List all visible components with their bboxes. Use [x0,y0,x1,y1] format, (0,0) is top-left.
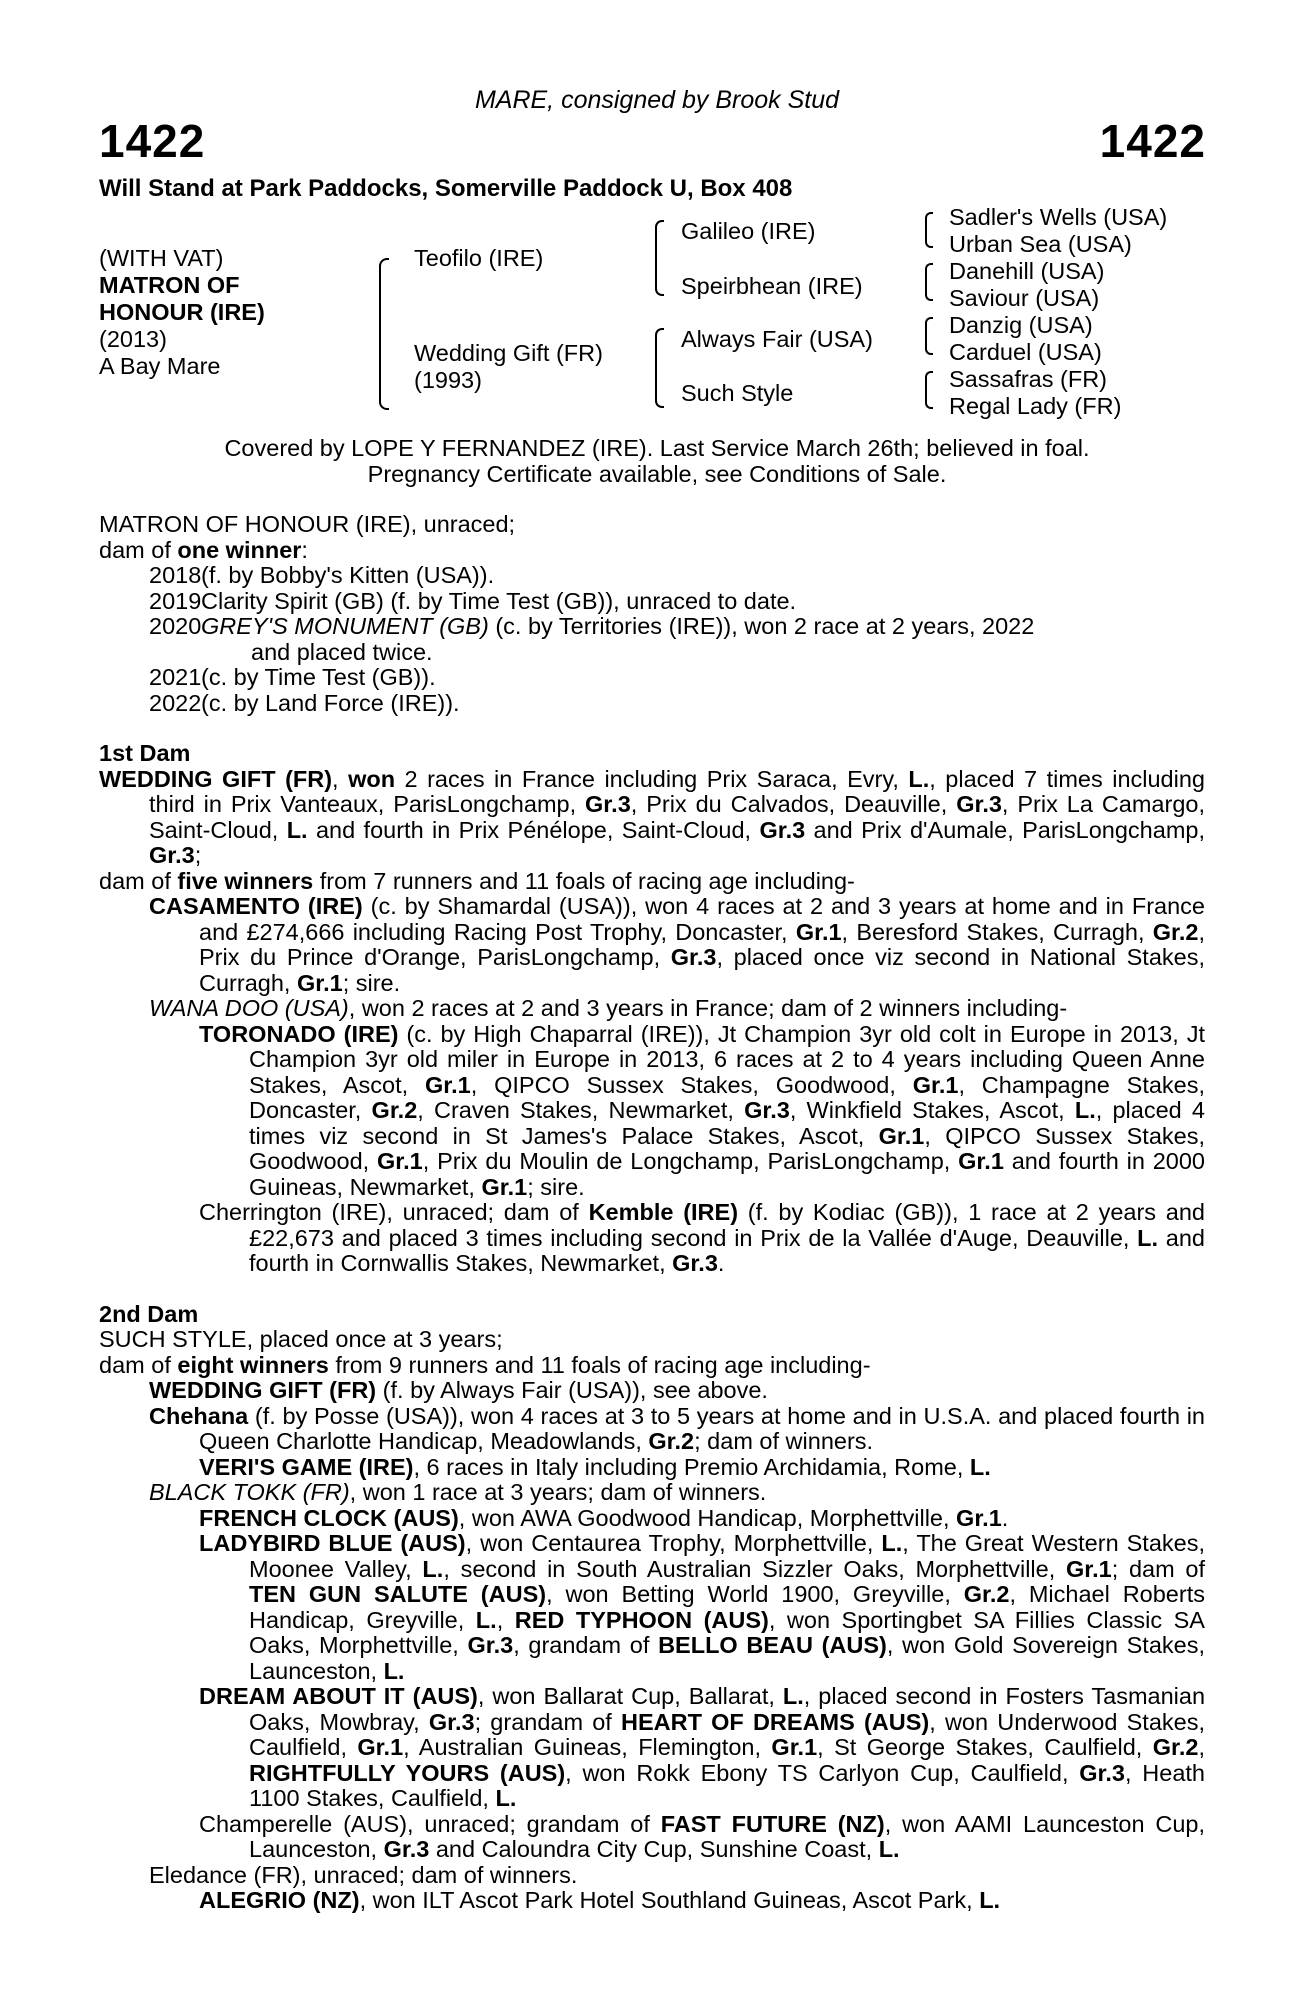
horse-description: A Bay Mare [99,353,221,379]
dam-year: (1993) [414,367,482,393]
first-dam-grandfoal: Cherrington (IRE), unraced; dam of Kemble (IRE) (f. by Kodiac (GB)), 1 race at 2 years and £22,673 and placed 3 times including second in Prix de la Vallée d'Auge, Deauville, L. and fourth in Cornwallis Stakes, Newmarket, Gr.3. [199,1199,1205,1276]
lot-number-right: 1422 [1099,115,1206,167]
intro-line: MATRON OF HONOUR (IRE), unraced; [99,511,516,537]
dam-sire-sire: Danzig (USA) [949,312,1093,338]
first-dam-grandfoal: TORONADO (IRE) (c. by High Chaparral (IRE)), Jt Champion 3yr old colt in Europe in 2013, Jt Champion 3yr old miler in Europe in 2013, 6 races at 2 to 4 years including Queen Anne Stakes, Ascot, Gr.1, QIPCO Sussex Stakes, Goodwood, Gr.1, Champagne Stakes, Doncaster, Gr.2, Craven Stakes, Newmarket, Gr.3, Winkfield Stakes, Ascot, L., placed 4 times viz second in St James's Palace Stakes, Ascot, Gr.1, QIPCO Sussex Stakes, Goodwood, Gr.1, Prix du Moulin de Longchamp, ParisLongchamp, Gr.1 and fourth in 2000 Guineas, Newmarket, Gr.1; sire. [199,1020,1206,1200]
lot-number-left: 1422 [99,115,206,167]
progeny-row: 2020 GREY'S MONUMENT (GB) (c. by Territories (IRE)), won 2 race at 2 years, 2022 [149,613,1035,639]
sire-dam: Speirbhean (IRE) [681,273,863,299]
second-dam-grandfoal: VERI'S GAME (IRE), 6 races in Italy including Premio Archidamia, Rome, L. [199,1453,991,1480]
pedigree-brace-ss [925,212,933,248]
location-line: Will Stand at Park Paddocks, Somerville Paddock U, Box 408 [99,175,793,202]
sire-dam-dam: Saviour (USA) [949,285,1100,311]
dam-dam: Such Style [681,380,794,406]
progeny-row: 2019 Clarity Spirit (GB) (f. by Time Test (GB)), unraced to date. [149,587,797,614]
first-dam-para: WEDDING GIFT (FR), won 2 races in France including Prix Saraca, Evry, L., placed 7 times including third in Prix Vanteaux, ParisLongchamp, Gr.3, Prix du Calvados, Deauville, Gr.3, Prix La Camargo, Saint-Cloud, L. and fourth in Prix Pénélope, Saint-Cloud, Gr.3 and Prix d'Aumale, ParisLongchamp, Gr.3; [99,765,1205,868]
first-dam-foal: CASAMENTO (IRE) (c. by Shamardal (USA)), won 4 races at 2 and 3 years at home and in France and £274,666 including Racing Post Trophy, Doncaster, Gr.1, Beresford Stakes, Curragh, Gr.2, Prix du Prince d'Orange, ParisLongchamp, Gr.3, placed once viz second in National Stakes, Curragh, Gr.1; sire. [149,893,1206,996]
catalogue-body [99,512,1205,1914]
first-dam-heading: 1st Dam [99,740,191,766]
first-dam-dam-of: dam of five winners from 7 runners and 11 foals of racing age including- [99,867,855,894]
second-dam-grandfoal: Champerelle (AUS), unraced; grandam of FAST FUTURE (NZ), won AAMI Launceston Cup, Launceston, Gr.3 and Caloundra City Cup, Sunshine Coast, L. [199,1810,1205,1862]
second-dam-grandfoal: DREAM ABOUT IT (AUS), won Ballarat Cup, Ballarat, L., placed second in Fosters Tasmanian Oaks, Mowbray, Gr.3; grandam of HEART OF DREAMS (AUS), won Underwood Stakes, Caulfield, Gr.1, Australian Guineas, Flemington, Gr.1, St George Stakes, Caulfield, Gr.2, RIGHTFULLY YOURS (AUS), won Rokk Ebony TS Carlyon Cup, Caulfield, Gr.3, Heath 1100 Stakes, Caulfield, L. [199,1683,1206,1811]
pedigree-brace-ds [925,317,933,355]
horse-year: (2013) [99,326,167,352]
horse-identity [99,245,265,380]
horse-name-1: MATRON OF [99,272,240,298]
second-dam-grandfoal: LADYBIRD BLUE (AUS), won Centaurea Trophy, Morphettville, L., The Great Western Stakes, Moonee Valley, L., second in South Australian Sizzler Oaks, Morphettville, Gr.1; dam of TEN GUN SALUTE (AUS), won Betting World 1900, Greyville, Gr.2, Michael Roberts Handicap, Greyville, L., RED TYPHOON (AUS), won Sportingbet SA Fillies Classic SA Oaks, Morphettville, Gr.3, grandam of BELLO BEAU (AUS), won Gold Sovereign Stakes, Launceston, L. [199,1530,1206,1684]
horse-name-2: HONOUR (IRE) [99,299,265,325]
pedigree-brace-dd [925,371,933,409]
progeny-row: 2018 (f. by Bobby's Kitten (USA)). [149,562,495,588]
sire-sire-dam: Urban Sea (USA) [949,231,1132,257]
dam-sire-dam: Carduel (USA) [949,339,1102,365]
first-dam-foal: WANA DOO (USA), won 2 races at 2 and 3 years in France; dam of 2 winners including- [149,995,1068,1021]
covered-line-2: Pregnancy Certificate available, see Conditions of Sale. [367,460,947,487]
second-dam-foal: BLACK TOKK (FR), won 1 race at 3 years; dam of winners. [149,1479,767,1505]
second-dam-foal: Chehana (f. by Posse (USA)), won 4 races at 3 to 5 years at home and in U.S.A. and placed fourth in Queen Charlotte Handicap, Meadowlands, Gr.2; dam of winners. [149,1402,1205,1454]
dam-dam-sire: Sassafras (FR) [949,366,1107,392]
sire-sire: Galileo (IRE) [681,218,816,244]
second-dam-grandfoal: FRENCH CLOCK (AUS), won AWA Goodwood Handicap, Morphettville, Gr.1. [199,1504,1009,1531]
consignment-line: MARE, consigned by Brook Stud [474,86,840,114]
progeny-row-cont: and placed twice. [251,638,433,665]
second-dam-foal: WEDDING GIFT (FR) (f. by Always Fair (USA)), see above. [149,1377,768,1403]
pedigree-brace-dam [655,328,664,408]
dam-dam-dam: Regal Lady (FR) [949,393,1122,419]
dam-sire: Always Fair (USA) [681,326,873,352]
sire-sire-sire: Sadler's Wells (USA) [949,204,1168,230]
pedigree-brace-sire [655,220,664,296]
progeny-row: 2021 (c. by Time Test (GB)). [149,664,436,690]
progeny-row: 2022 (c. by Land Force (IRE)). [149,689,460,716]
pedigree-brace-main [379,258,389,410]
second-dam-dam-of: dam of eight winners from 9 runners and 11 foals of racing age including- [99,1351,871,1378]
pedigree-brace-sd [925,263,933,301]
intro-dam-of: dam of one winner: [99,536,308,563]
covered-note [0,436,1314,487]
covered-line-1: Covered by LOPE Y FERNANDEZ (IRE). Last Service March 26th; believed in foal. [224,435,1090,461]
second-dam-foal: Eledance (FR), unraced; dam of winners. [149,1861,578,1888]
sire-dam-sire: Danehill (USA) [949,258,1105,284]
dam: Wedding Gift (FR) [414,340,603,366]
sire: Teofilo (IRE) [414,245,544,271]
second-dam-heading: 2nd Dam [99,1300,199,1327]
second-dam-grandfoal: ALEGRIO (NZ), won ILT Ascot Park Hotel Southland Guineas, Ascot Park, L. [199,1887,1001,1913]
second-dam-para: SUCH STYLE, placed once at 3 years; [99,1326,503,1352]
vat-note: (WITH VAT) [99,245,224,271]
